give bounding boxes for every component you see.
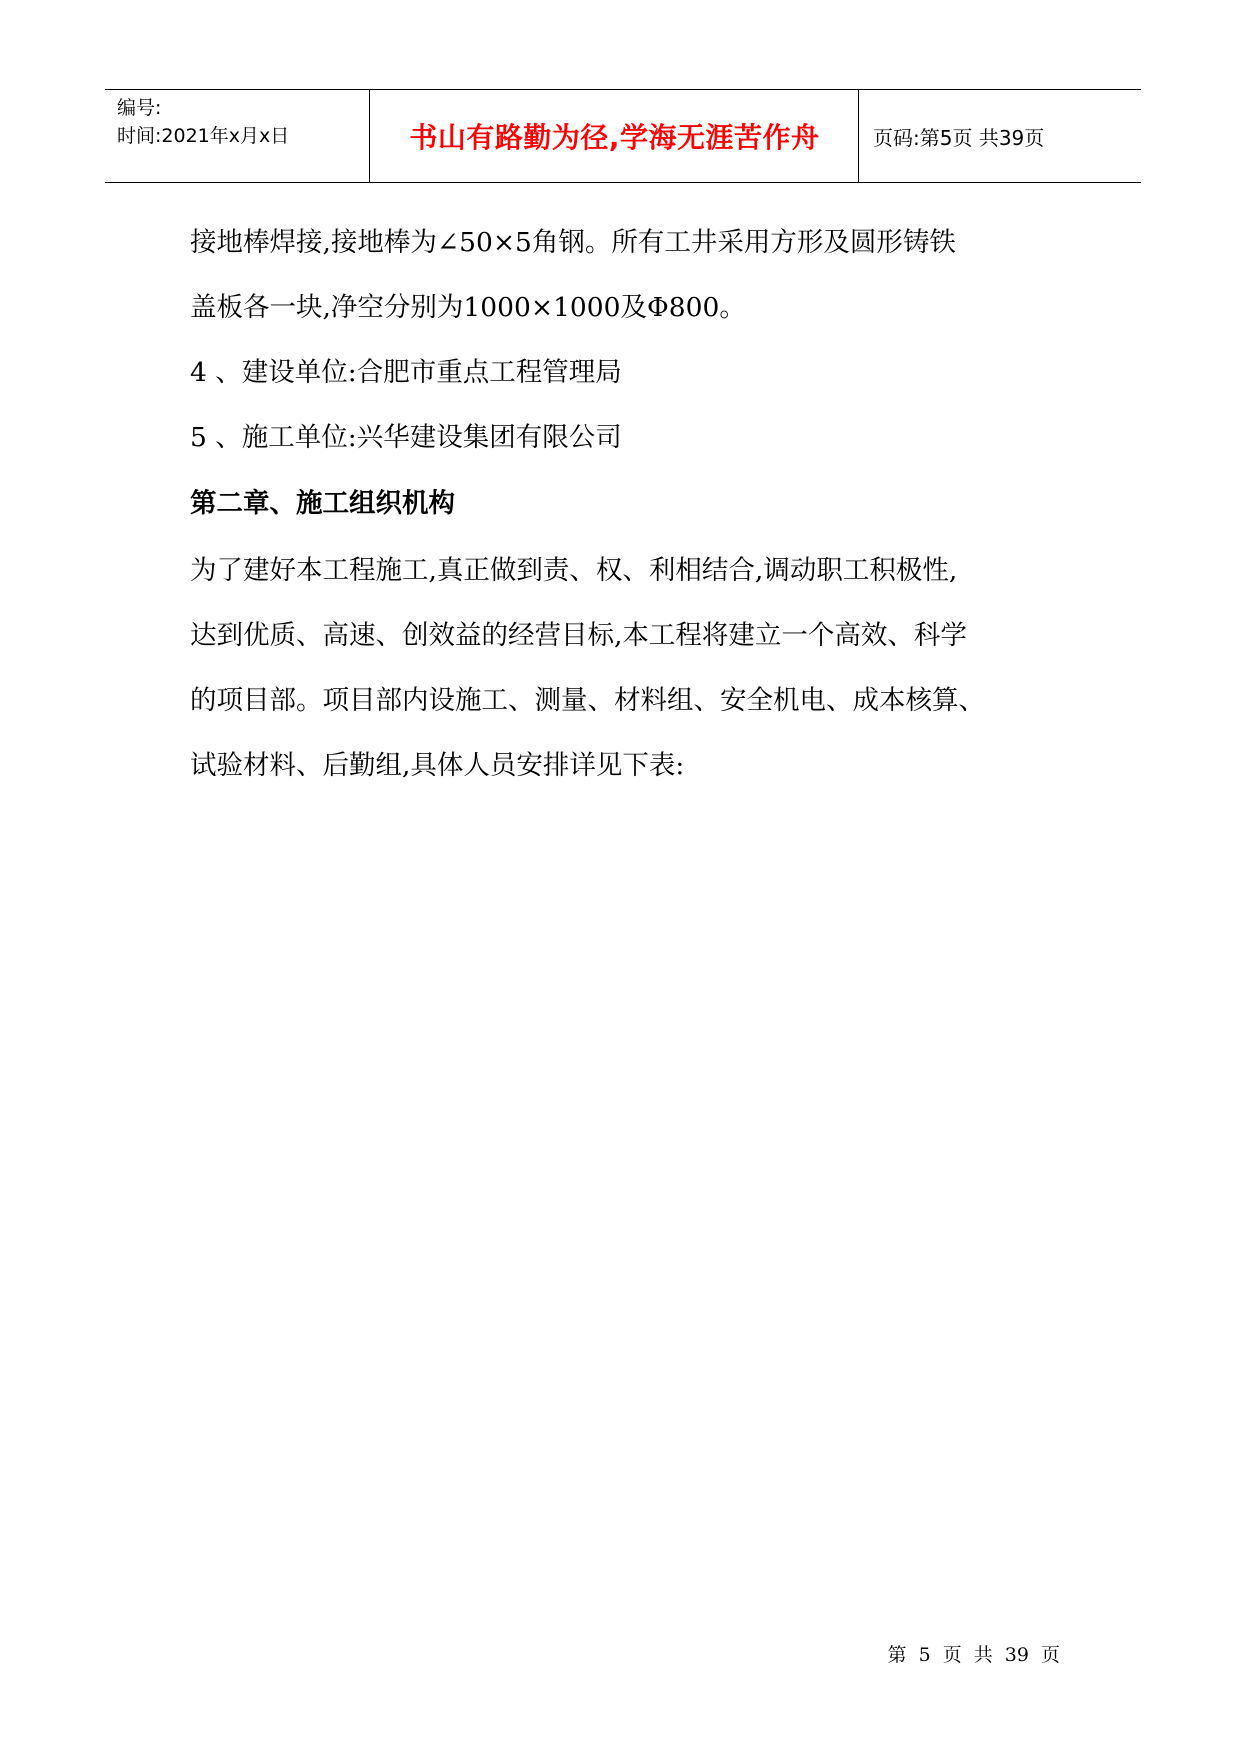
header-motto: 书山有路勤为径,学海无涯苦作舟 — [409, 121, 820, 154]
body-line: 4 、建设单位:合肥市重点工程管理局 — [190, 357, 622, 388]
paragraph-line: 试验材料、后勤组,具体人员安排详见下表: — [190, 750, 685, 781]
paragraph-line: 为了建好本工程施工,真正做到责、权、利相结合,调动职工积极性, — [190, 555, 958, 586]
header-page-number: 页码:第5页 共39页 — [873, 125, 1045, 150]
body-line: 盖板各一块,净空分别为1000×1000及Φ800。 — [190, 292, 746, 323]
page-header — [105, 89, 1141, 183]
header-divider — [369, 90, 370, 182]
body-line: 5 、施工单位:兴华建设集团有限公司 — [190, 422, 622, 453]
paragraph-line: 的项目部。项目部内设施工、测量、材料组、安全机电、成本核算、 — [190, 685, 985, 716]
body-line: 接地棒焊接,接地棒为∠50×5角钢。所有工井采用方形及圆形铸铁 — [190, 227, 956, 258]
document-date-label: 时间:2021年x月x日 — [117, 125, 290, 147]
page-footer: 第 5 页 共 39 页 — [887, 1644, 1060, 1666]
header-divider — [858, 90, 859, 182]
header-meta — [117, 94, 373, 150]
paragraph-line: 达到优质、高速、创效益的经营目标,本工程将建立一个高效、科学 — [190, 620, 967, 651]
document-number-label: 编号: — [117, 97, 162, 119]
chapter-heading: 第二章、施工组织机构 — [190, 488, 455, 519]
document-body — [190, 210, 1090, 798]
